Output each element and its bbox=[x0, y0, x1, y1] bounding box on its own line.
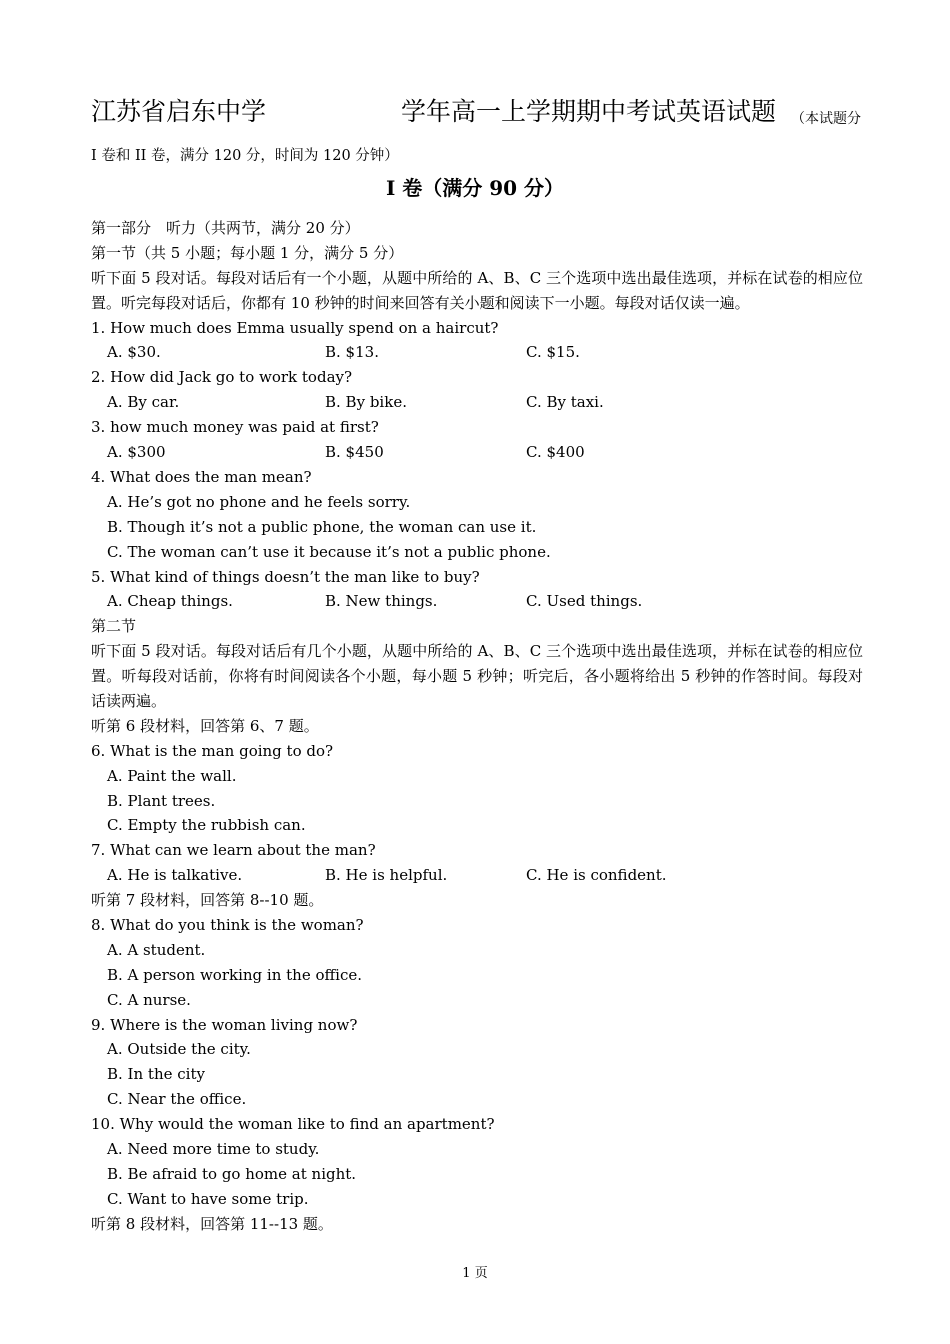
exam-body bbox=[91, 216, 863, 1237]
options-row bbox=[91, 589, 863, 614]
question-text: 4. What does the man mean? bbox=[91, 467, 312, 486]
option-c: C. $400 bbox=[526, 443, 585, 462]
option-c: C. Empty the rubbish can. bbox=[107, 816, 306, 835]
option-c: C. Near the office. bbox=[107, 1090, 247, 1109]
question-text: 5. What kind of things doesn’t the man like to buy? bbox=[91, 567, 480, 586]
option-b: B. By bike. bbox=[325, 393, 407, 412]
question-text: 8. What do you think is the woman? bbox=[91, 916, 364, 935]
options-row bbox=[91, 340, 863, 365]
options-row bbox=[91, 390, 863, 415]
option-b: B. He is helpful. bbox=[325, 866, 448, 885]
option-c: C. The woman can’t use it because it’s not a public phone. bbox=[107, 542, 551, 561]
option-a: A. A student. bbox=[107, 940, 206, 959]
title-row bbox=[91, 92, 871, 128]
section-instructions: 听下面 5 段对话。每段对话后有几个小题，从题中所给的 A、B、C 三个选项中选出最佳选项，并标在试卷的相应位置。听每段对话前，你将有时间阅读各个小题，每小题 5 秒钟；听完后，各小题将给出 5 秒钟的作答时间。每段对话读两遍。 bbox=[91, 642, 863, 710]
part-heading: 第一部分 听力（共两节，满分 20 分） bbox=[91, 219, 360, 237]
material-note: 听第 7 段材料，回答第 8--10 题。 bbox=[91, 891, 324, 910]
option-c: C. $15. bbox=[526, 343, 580, 362]
option-b: B. A person working in the office. bbox=[107, 965, 363, 984]
option-c: C. He is confident. bbox=[526, 866, 667, 885]
material-note: 听第 6 段材料，回答第 6、7 题。 bbox=[91, 716, 319, 735]
option-b: B. Plant trees. bbox=[107, 791, 216, 810]
option-c: C. A nurse. bbox=[107, 990, 191, 1009]
option-c: C. Used things. bbox=[526, 592, 643, 611]
option-b: B. New things. bbox=[325, 592, 438, 611]
option-a: A. $300 bbox=[107, 443, 166, 462]
option-b: B. Though it’s not a public phone, the woman can use it. bbox=[107, 517, 537, 536]
question-text: 10. Why would the woman like to find an apartment? bbox=[91, 1115, 495, 1134]
title-note: （本试题分 bbox=[791, 111, 861, 127]
option-a: A. $30. bbox=[107, 343, 161, 362]
section-heading: 第一节（共 5 小题；每小题 1 分，满分 5 分） bbox=[91, 243, 404, 262]
exam-subtitle: I 卷和 II 卷，满分 120 分，时间为 120 分钟） bbox=[91, 148, 399, 164]
section-instructions: 听下面 5 段对话。每段对话后有一个小题，从题中所给的 A、B、C 三个选项中选出最佳选项，并标在试卷的相应位置。听完每段对话后，你都有 10 秒钟的时间来回答有关小题和阅读下一小题。每段对话仅读一遍。 bbox=[91, 268, 863, 312]
option-b: B. $13. bbox=[325, 343, 379, 362]
option-b: B. Be afraid to go home at night. bbox=[107, 1164, 357, 1183]
question-text: 6. What is the man going to do? bbox=[91, 741, 334, 760]
exam-title: 学年高一上学期期中考试英语试题 bbox=[401, 97, 777, 126]
option-a: A. By car. bbox=[107, 393, 180, 412]
school-name: 江苏省启东中学 bbox=[91, 97, 267, 126]
option-a: A. Outside the city. bbox=[107, 1040, 251, 1059]
option-a: A. He is talkative. bbox=[107, 866, 243, 885]
option-a: A. Need more time to study. bbox=[107, 1140, 320, 1159]
option-c: C. By taxi. bbox=[526, 393, 604, 412]
question-text: 2. How did Jack go to work today? bbox=[91, 368, 353, 387]
page-number: 1 页 bbox=[462, 1266, 488, 1281]
option-b: B. $450 bbox=[325, 443, 384, 462]
question-text: 3. how much money was paid at first? bbox=[91, 418, 379, 437]
option-a: A. He’s got no phone and he feels sorry. bbox=[107, 492, 411, 511]
question-text: 1. How much does Emma usually spend on a haircut? bbox=[91, 318, 499, 337]
options-row bbox=[91, 440, 863, 465]
option-b: B. In the city bbox=[107, 1065, 205, 1084]
volume-heading: I 卷（满分 90 分） bbox=[385, 176, 565, 200]
material-note: 听第 8 段材料，回答第 11--13 题。 bbox=[91, 1214, 333, 1233]
options-row bbox=[91, 863, 863, 888]
option-a: A. Cheap things. bbox=[107, 592, 233, 611]
option-c: C. Want to have some trip. bbox=[107, 1189, 309, 1208]
question-text: 9. Where is the woman living now? bbox=[91, 1015, 358, 1034]
option-a: A. Paint the wall. bbox=[107, 766, 237, 785]
question-text: 7. What can we learn about the man? bbox=[91, 841, 376, 860]
section-heading: 第二节 bbox=[91, 617, 137, 636]
